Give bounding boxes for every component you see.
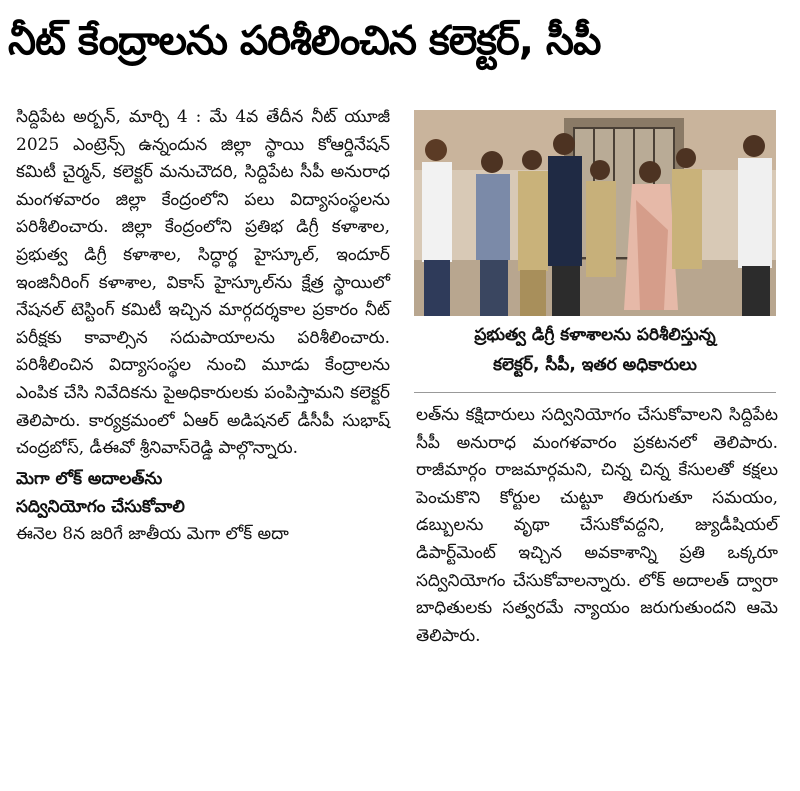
headline: నీట్ కేంద్రాలను పరిశీలించిన కలెక్టర్, సీపీ [8, 18, 601, 64]
article-body-left: సిద్దిపేట అర్బన్, మార్చి 4 : మే 4వ తేదీన నీట్ యూజీ 2025 ఎంట్రెన్స్ ఉన్నందున జిల్లా స్థాయి కోఆర్డినేషన్ కమిటీ చైర్మన్, కలెక్టర్ మనుచౌదరి, సిద్దిపేట సీపీ అనురాధ మంగళవారం జిల్లా కేంద్రంలోని పలు విద్యాసంస్థలను పరిశీలించారు. జిల్లా కేంద్రంలోని ప్రతిభ డిగ్రీ కళాశాల, ప్రభుత్వ డిగ్రీ కళాశాల, సిద్ధార్థ హైస్కూల్, ఇందూర్ ఇంజినీరింగ్ కళాశాల, వికాస్ హైస్కూల్‌ను క్షేత్ర స్థాయిలో నేషనల్ టెస్టింగ్ కమిటీ ఇచ్చిన మార్గదర్శకాల ప్రకారం నీట్ పరీక్షకు కావాల్సిన సదుపాయాలను పరిశీలించారు. పరిశీలించిన విద్యాసంస్థల నుంచి మూడు కేంద్రాలను ఎంపిక చేసి నివేదికను పైఅధికారులకు పంపిస్తామని కలెక్టర్ తెలిపారు. కార్యక్రమంలో ఏఆర్ అడిషనల్ డీసీపీ సుభాష్ చంద్రబోస్, డీఈవో శ్రీనివాస్‌రెడ్డి పాల్గొన్నారు. [16, 107, 390, 459]
subheading-line-2: సద్వినియోగం చేసుకోవాలి [16, 496, 185, 517]
article-body-left-tail: ఈనెల 8న జరిగే జాతీయ మెగా లోక్ అదా [16, 523, 289, 544]
caption-line-2: కలెక్టర్, సీపీ, ఇతర అధికారులు [493, 355, 697, 375]
subheading-line-1: మెగా లోక్ అదాలత్‌ను [16, 468, 163, 489]
news-photo-illustration [414, 110, 776, 316]
article-body-right: లత్‌ను కక్షిదారులు సద్వినియోగం చేసుకోవాలని సిద్దిపేట సీపీ అనురాధ మంగళవారం ప్రకటనలో తెలిపారు. రాజీమార్గం రాజమార్గమని, చిన్న చిన్న కేసులతో కక్షలు పెంచుకొని కోర్టుల చుట్టూ తిరుగుతూ సమయం, డబ్బులను వృథా చేసుకోవద్దని, జ్యుడీషియల్ డిపార్ట్‌మెంట్ ఇచ్చిన అవకాశాన్ని ప్రతి ఒక్కరూ సద్వినియోగం చేసుకోవాలన్నారు. లోక్ అదాలత్ ద్వారా బాధితులకు సత్వరమే న్యాయం జరుగుతుందని ఆమె తెలిపారు. [416, 405, 778, 646]
caption-divider [414, 392, 776, 393]
article-right-column [416, 402, 778, 650]
article-left-column [16, 104, 390, 548]
photo-caption [414, 320, 776, 384]
caption-line-1: ప్రభుత్వ డిగ్రీ కళాశాలను పరిశీలిస్తున్న [474, 325, 716, 345]
news-photo [414, 110, 776, 316]
article-subheading [16, 465, 390, 521]
